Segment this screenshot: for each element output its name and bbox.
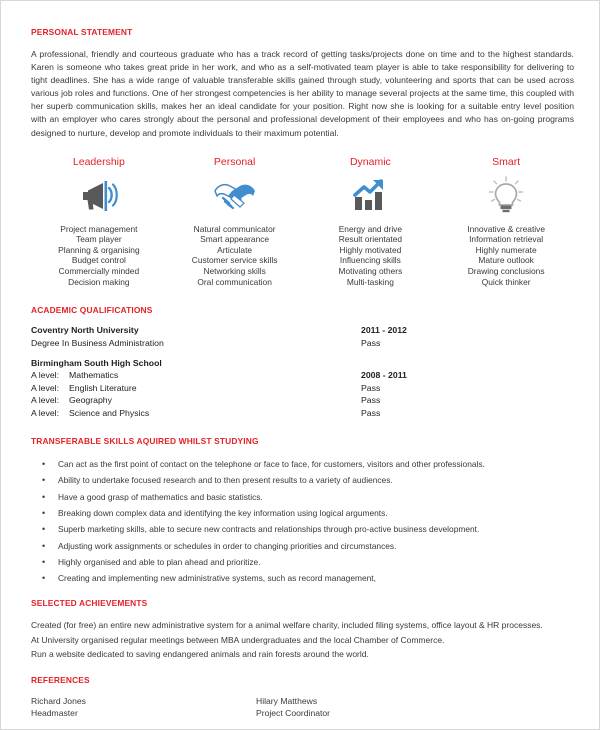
achievement-line: At University organised regular meetings between MBA undergraduates and the local Chamber of Commerce. (31, 634, 445, 645)
skill-item: Smart appearance (200, 234, 270, 245)
qualification-subject: Mathematics (69, 370, 119, 381)
skill-item: Mature outlook (478, 255, 534, 266)
qualification-name: Degree In Business Administration (31, 337, 164, 348)
skill-item: Highly numerate (475, 244, 537, 255)
section-heading-academic-qualifications: ACADEMIC QUALIFICATIONS (31, 305, 153, 316)
qualification-label: A level: (31, 370, 60, 381)
qualification-subject: Geography (69, 395, 112, 406)
selected-achievements-section (31, 598, 574, 661)
qualification-result: Pass (361, 395, 381, 406)
qualification-label: A level: (31, 395, 60, 406)
skill-item: Networking skills (203, 266, 266, 277)
reference-name: Richard Jones (31, 696, 86, 707)
skill-list-personal (167, 224, 303, 288)
education-institution-row (31, 357, 574, 369)
list-item: • Can act as the first point of contact on the telephone or face to face, for customers, visitors and other professionals. (31, 456, 574, 472)
qualification-subject: Science and Physics (69, 407, 150, 418)
achievement-line: Run a website dedicated to saving endangered animals and rain forests around the world. (31, 648, 369, 659)
reference-entry (31, 695, 256, 720)
list-item: • Adjusting work assignments or schedules in order to changing priorities and circumstances. (31, 538, 574, 554)
skill-item: Decision making (68, 276, 130, 287)
reference-entry (256, 695, 481, 720)
skill-item: Natural communicator (193, 223, 276, 234)
skill-column-personal (167, 156, 303, 288)
skill-item: Team player (76, 234, 122, 245)
skill-item: Articulate (217, 244, 253, 255)
skill-list-leadership (31, 224, 167, 288)
section-heading-personal-statement: PERSONAL STATEMENT (31, 27, 133, 37)
handshake-icon (167, 175, 303, 215)
qualification-label: A level: (31, 382, 60, 393)
education-detail-row (31, 369, 574, 381)
references-grid (31, 695, 574, 720)
qualification-result: Pass (361, 407, 381, 418)
skill-item: Commercially minded (58, 266, 140, 277)
skill-item: Motivating others (338, 266, 403, 277)
skill-item: Energy and drive (338, 223, 403, 234)
qualification-name (31, 369, 361, 381)
qualification-name (31, 394, 361, 406)
institution-dates: 2011 - 2012 (361, 325, 407, 336)
skill-item: Customer service skills (191, 255, 278, 266)
skill-item: Influencing skills (339, 255, 401, 266)
academic-qualifications-section (31, 305, 574, 419)
qualification-result: Pass (361, 337, 381, 348)
education-detail-row (31, 382, 574, 394)
education-detail-row (31, 407, 574, 419)
list-item: • Highly organised and able to plan ahead and prioritize. (31, 554, 574, 570)
institution-name: Coventry North University (31, 325, 139, 336)
qualification-label: A level: (31, 407, 60, 418)
skill-item: Oral communication (197, 276, 272, 287)
qualification-name (31, 382, 361, 394)
growth-chart-icon (303, 175, 439, 215)
skill-item: Drawing conclusions (467, 266, 545, 277)
achievement-line: Created (for free) an entire new administrative system for a animal welfare charity, included filing systems, office layout & HR processes. (31, 620, 543, 631)
skill-column-leadership (31, 156, 167, 288)
skill-column-title: Dynamic (349, 155, 391, 168)
skill-item: Planning & organising (58, 244, 140, 255)
personal-statement-section (31, 27, 574, 140)
education-entry-high-school (31, 357, 574, 419)
skill-column-dynamic (303, 156, 439, 288)
skill-item: Project management (60, 223, 138, 234)
list-item: • Superb marketing skills, able to secure new contracts and relationships through pro-active business development. (31, 521, 574, 537)
skill-column-title: Leadership (72, 155, 125, 168)
transferable-skills-section (31, 436, 574, 586)
education-detail-row (31, 337, 574, 349)
skill-item: Highly motivated (339, 244, 402, 255)
skills-grid (31, 156, 574, 288)
lightbulb-icon (438, 175, 574, 215)
megaphone-icon (31, 175, 167, 215)
reference-title: Headmaster (31, 708, 78, 719)
list-item: • Ability to undertake focused research and to then present results to a variety of audiences. (31, 472, 574, 488)
transferable-skills-list (31, 456, 574, 586)
section-heading-transferable-skills: TRANSFERABLE SKILLS AQUIRED WHILST STUDYING (31, 436, 259, 447)
skill-item: Result orientated (338, 234, 403, 245)
skill-list-dynamic (303, 224, 439, 288)
reference-name: Hilary Matthews (256, 696, 318, 707)
reference-title: Project Coordinator (256, 708, 331, 719)
section-heading-selected-achievements: SELECTED ACHIEVEMENTS (31, 598, 148, 609)
skill-item: Innovative & creative (467, 223, 545, 234)
list-item: • Have a good grasp of mathematics and basic statistics. (31, 489, 574, 505)
qualification-result: Pass (361, 382, 381, 393)
achievements-list (31, 618, 574, 661)
list-item: • Breaking down complex data and identifying the key information using logical arguments. (31, 505, 574, 521)
qualification-subject: English Literature (69, 382, 137, 393)
skill-column-smart (438, 156, 574, 288)
list-item: • Creating and implementing new administrative systems, such as record management, (31, 570, 574, 586)
section-heading-references: REFERENCES (31, 675, 90, 686)
skill-item: Multi-tasking (346, 276, 394, 287)
skill-item: Information retrieval (469, 234, 544, 245)
education-entry-university (31, 324, 574, 349)
skill-list-smart (438, 224, 574, 288)
qualification-result: 2008 - 2011 (361, 370, 407, 381)
skill-column-title: Personal (213, 155, 256, 168)
education-detail-row (31, 394, 574, 406)
skill-item: Quick thinker (481, 276, 531, 287)
resume-content (31, 27, 574, 720)
qualification-name (31, 407, 361, 419)
skill-column-title: Smart (492, 155, 521, 168)
institution-name: Birmingham South High School (31, 358, 162, 369)
personal-statement-paragraph: A professional, friendly and courteous graduate who has a track record of getting tasks/projects done on time and to the highest standards. Karen is someone who takes great pride in her work, and who as a self-motivated team player is able to take responsibility for delivering to tight deadlines. She has a wide range of valuable transferable skills gained through study, volunteering and sports that can be used across various job roles and functions. One of her strongest competencies is her ability to manage several projects at the same time, this coupled with her superb communication skills, makes her an ideal candidate for your position. Right now she is looking for a suitable entry level position with an employer who cares strongly about the personal and professional development of their employees and who has on-going programs designed to nurture, develop and promote individuals to their maximum potential. (31, 49, 574, 138)
skill-item: Budget control (71, 255, 126, 266)
education-institution-row (31, 324, 574, 336)
references-section (31, 675, 574, 720)
